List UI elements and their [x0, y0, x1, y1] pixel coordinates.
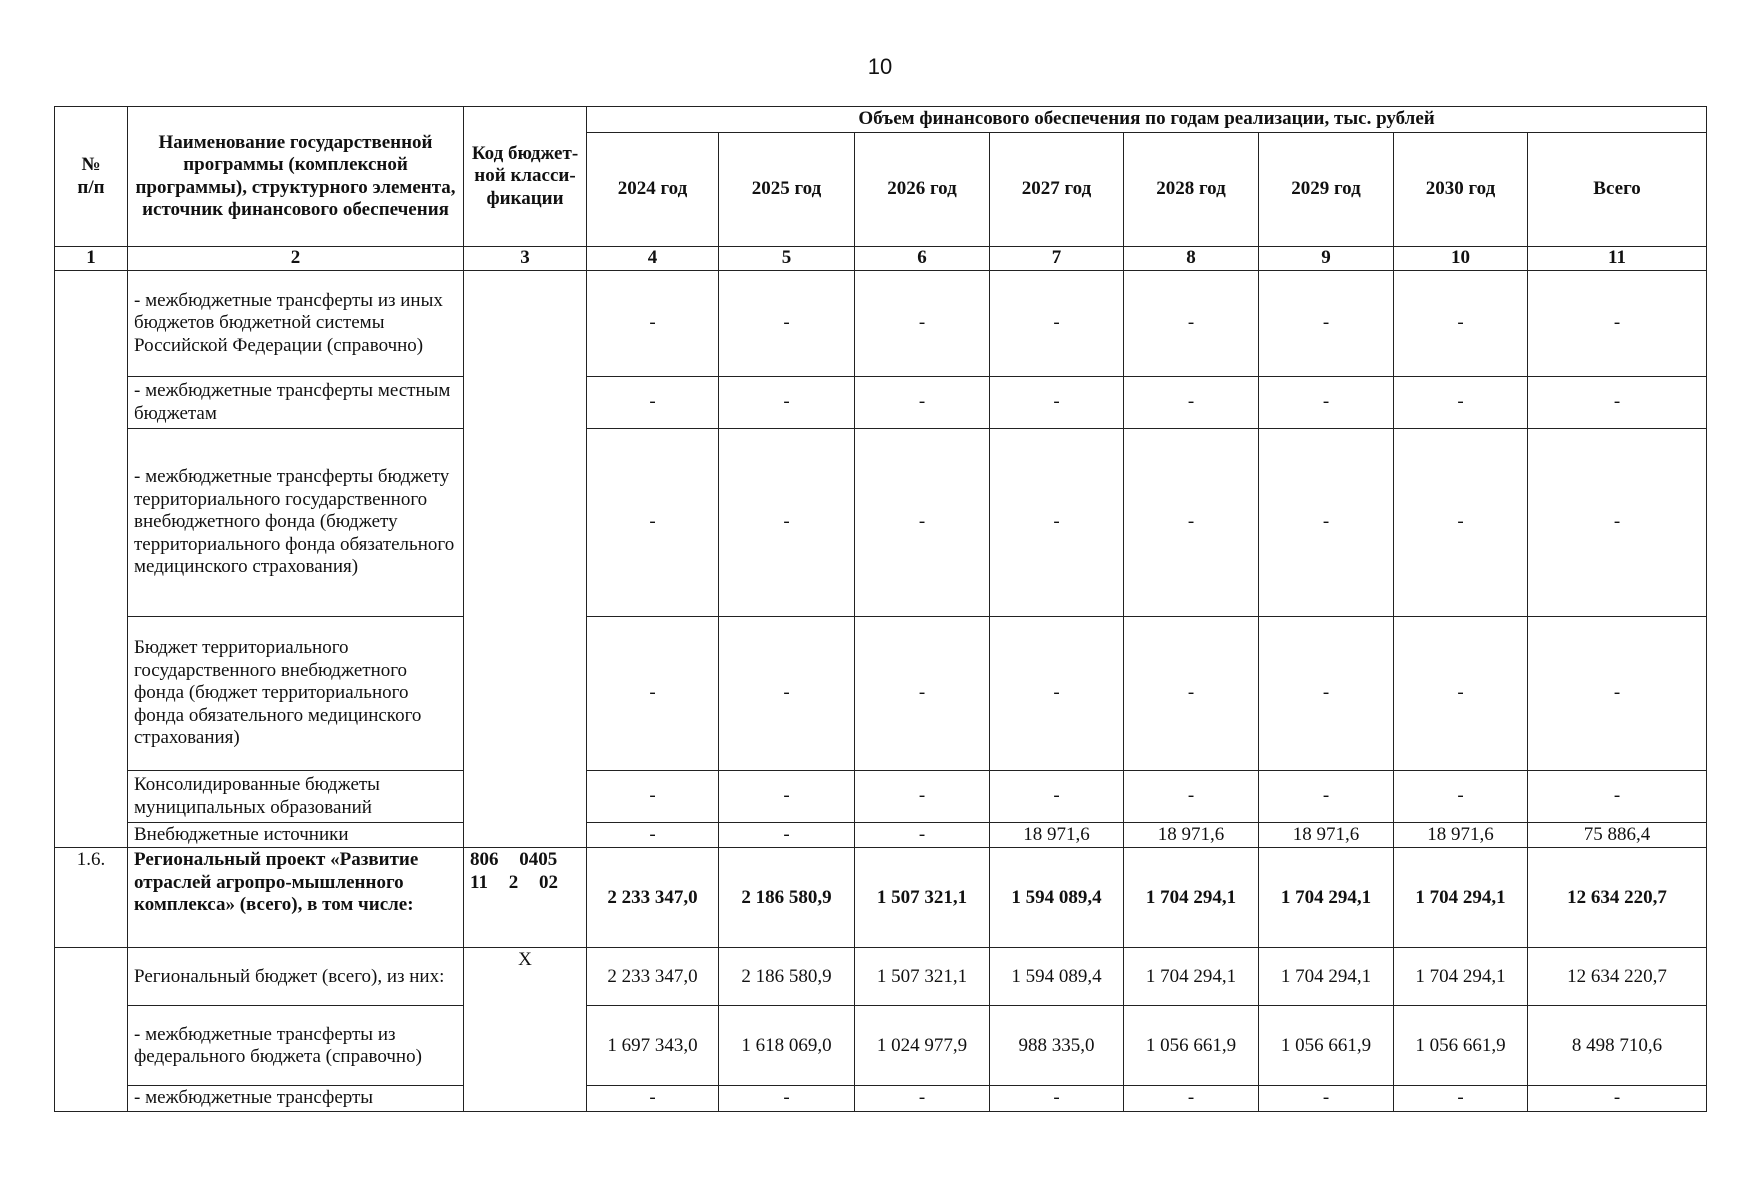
cell-value: -	[1394, 617, 1528, 771]
cell-value: -	[719, 823, 855, 848]
cell-value: -	[855, 823, 990, 848]
table-row	[55, 848, 1707, 948]
cell-value: 1 594 089,4	[990, 948, 1124, 1006]
cell-name: - межбюджетные трансферты местным бюджетам	[128, 377, 464, 429]
cell-value: -	[990, 271, 1124, 377]
cell-value: 12 634 220,7	[1528, 948, 1707, 1006]
cell-value: -	[587, 617, 719, 771]
cell-value: -	[1124, 771, 1259, 823]
col-number: 4	[587, 247, 719, 271]
cell-value: -	[1124, 617, 1259, 771]
cell-value: -	[719, 617, 855, 771]
cell-value: 18 971,6	[1124, 823, 1259, 848]
cell-name: Региональный проект «Развитие отраслей агропро-мышленного комплекса» (всего), в том числе:	[128, 848, 464, 948]
cell-value: -	[1528, 377, 1707, 429]
cell-value: -	[1528, 771, 1707, 823]
header-volume: Объем финансового обеспечения по годам реализации, тыс. рублей	[587, 107, 1707, 133]
table-row	[55, 823, 1707, 848]
cell-value: 18 971,6	[1394, 823, 1528, 848]
cell-value: 1 704 294,1	[1259, 948, 1394, 1006]
cell-value: 8 498 710,6	[1528, 1006, 1707, 1086]
cell-no	[55, 948, 128, 1111]
page-number: 10	[867, 54, 893, 79]
cell-value: -	[719, 1086, 855, 1111]
col-number: 7	[990, 247, 1124, 271]
cell-value: -	[855, 1086, 990, 1111]
cell-value: -	[587, 271, 719, 377]
cell-value: -	[1394, 271, 1528, 377]
cell-value: -	[855, 377, 990, 429]
cell-value: -	[1124, 1086, 1259, 1111]
cell-value: -	[719, 377, 855, 429]
table-row	[55, 617, 1707, 771]
cell-value: 2 186 580,9	[719, 948, 855, 1006]
header-year: 2029 год	[1259, 133, 1394, 247]
table-row	[55, 271, 1707, 377]
cell-value: 2 233 347,0	[587, 848, 719, 948]
cell-value: 2 233 347,0	[587, 948, 719, 1006]
cell-value: 1 507 321,1	[855, 948, 990, 1006]
col-number: 3	[464, 247, 587, 271]
cell-value: -	[1394, 1086, 1528, 1111]
col-number: 2	[128, 247, 464, 271]
cell-value: -	[1528, 617, 1707, 771]
cell-value: -	[1259, 271, 1394, 377]
cell-value: -	[1124, 271, 1259, 377]
cell-value: 1 056 661,9	[1124, 1006, 1259, 1086]
cell-code	[464, 271, 587, 848]
col-number: 1	[55, 247, 128, 271]
cell-value: 12 634 220,7	[1528, 848, 1707, 948]
header-no: № п/п	[55, 107, 128, 247]
cell-value: -	[855, 429, 990, 617]
cell-value: 1 697 343,0	[587, 1006, 719, 1086]
cell-value: -	[990, 617, 1124, 771]
cell-value: 1 594 089,4	[990, 848, 1124, 948]
cell-value: -	[1259, 429, 1394, 617]
cell-value: -	[1124, 377, 1259, 429]
col-number: 8	[1124, 247, 1259, 271]
col-number: 5	[719, 247, 855, 271]
header-year: 2026 год	[855, 133, 990, 247]
cell-value: -	[587, 1086, 719, 1111]
cell-name: - межбюджетные трансферты бюджету территориального государственного внебюджетного фонда (бюджету территориального фонда обязательного медицинского страхования)	[128, 429, 464, 617]
cell-name: - межбюджетные трансферты из федерального бюджета (справочно)	[128, 1006, 464, 1086]
cell-value: 1 704 294,1	[1394, 948, 1528, 1006]
cell-value: -	[1394, 771, 1528, 823]
cell-value: 1 056 661,9	[1259, 1006, 1394, 1086]
cell-value: 1 024 977,9	[855, 1006, 990, 1086]
cell-value: -	[719, 771, 855, 823]
cell-value: 988 335,0	[990, 1006, 1124, 1086]
col-number: 9	[1259, 247, 1394, 271]
header-total: Всего	[1528, 133, 1707, 247]
table-row	[55, 948, 1707, 1006]
cell-value: -	[587, 377, 719, 429]
table-row	[55, 771, 1707, 823]
header-year: 2024 год	[587, 133, 719, 247]
header-code: Код бюджет-ной класси-фикации	[464, 107, 587, 247]
cell-value: 1 056 661,9	[1394, 1006, 1528, 1086]
table-row	[55, 377, 1707, 429]
cell-value: -	[1528, 1086, 1707, 1111]
col-number: 10	[1394, 247, 1528, 271]
cell-value: 75 886,4	[1528, 823, 1707, 848]
cell-value: -	[990, 1086, 1124, 1111]
cell-value: -	[1259, 771, 1394, 823]
cell-value: 1 704 294,1	[1124, 948, 1259, 1006]
cell-value: -	[990, 429, 1124, 617]
cell-value: -	[719, 271, 855, 377]
cell-value: 1 507 321,1	[855, 848, 990, 948]
cell-value: 2 186 580,9	[719, 848, 855, 948]
cell-name: Внебюджетные источники	[128, 823, 464, 848]
col-number: 6	[855, 247, 990, 271]
header-year: 2030 год	[1394, 133, 1528, 247]
cell-code: X	[464, 948, 587, 1111]
cell-value: -	[855, 617, 990, 771]
header-year: 2027 год	[990, 133, 1124, 247]
cell-value: 18 971,6	[990, 823, 1124, 848]
cell-value: 1 618 069,0	[719, 1006, 855, 1086]
cell-value: 18 971,6	[1259, 823, 1394, 848]
financing-table	[54, 106, 1707, 1112]
cell-value: -	[855, 771, 990, 823]
cell-value: -	[1394, 429, 1528, 617]
cell-value: -	[1259, 377, 1394, 429]
table-row	[55, 429, 1707, 617]
cell-name: Региональный бюджет (всего), из них:	[128, 948, 464, 1006]
cell-value: -	[1528, 429, 1707, 617]
cell-name: Бюджет территориального государственного внебюджетного фонда (бюджет территориального фонда обязательного медицинского страхования)	[128, 617, 464, 771]
cell-name: Консолидированные бюджеты муниципальных образований	[128, 771, 464, 823]
cell-no: 1.6.	[55, 848, 128, 948]
cell-no	[55, 271, 128, 848]
cell-value: -	[587, 771, 719, 823]
cell-value: 1 704 294,1	[1394, 848, 1528, 948]
cell-value: -	[1528, 271, 1707, 377]
cell-value: 1 704 294,1	[1259, 848, 1394, 948]
cell-value: -	[1259, 1086, 1394, 1111]
cell-name: - межбюджетные трансферты из иных бюджетов бюджетной системы Российской Федерации (справочно)	[128, 271, 464, 377]
cell-value: -	[1394, 377, 1528, 429]
cell-value: -	[855, 271, 990, 377]
cell-code: 806 0405 11 2 02	[464, 848, 587, 948]
table-row	[55, 1006, 1707, 1086]
cell-value: -	[587, 429, 719, 617]
col-number: 11	[1528, 247, 1707, 271]
cell-value: -	[1124, 429, 1259, 617]
cell-value: -	[587, 823, 719, 848]
cell-value: -	[719, 429, 855, 617]
cell-name: - межбюджетные трансферты	[128, 1086, 464, 1111]
cell-value: 1 704 294,1	[1124, 848, 1259, 948]
header-name: Наименование государственной программы (комплексной программы), структурного элемента, источник финансового обеспечения	[128, 107, 464, 247]
cell-value: -	[1259, 617, 1394, 771]
cell-value: -	[990, 377, 1124, 429]
cell-value: -	[990, 771, 1124, 823]
header-year: 2028 год	[1124, 133, 1259, 247]
table-row	[55, 1086, 1707, 1111]
header-year: 2025 год	[719, 133, 855, 247]
